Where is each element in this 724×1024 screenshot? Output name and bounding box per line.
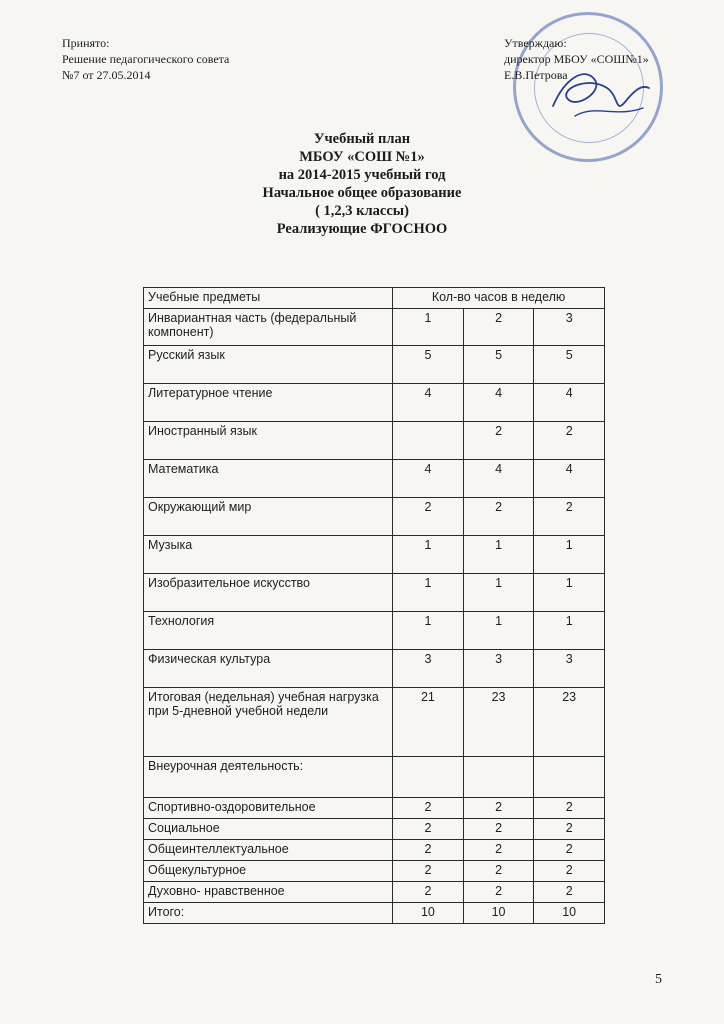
hours-grade-3-cell: 2: [534, 798, 605, 819]
title-line-1: Учебный план: [313, 131, 411, 147]
hours-grade-2-cell: 2: [463, 861, 534, 882]
hours-grade-3-cell: 3: [534, 309, 605, 346]
hours-grade-2-cell: 1: [463, 574, 534, 612]
title-line-4: Начальное общее образование: [262, 185, 462, 201]
hours-grade-2-cell: 3: [463, 650, 534, 688]
table-row: [144, 309, 605, 346]
subject-cell: Итого:: [144, 903, 393, 924]
accepted-council: Решение педагогического совета: [62, 52, 230, 66]
hours-grade-3-cell: 1: [534, 574, 605, 612]
hours-grade-2-cell: 1: [463, 612, 534, 650]
subject-cell: Литературное чтение: [144, 384, 393, 422]
hours-grade-3-cell: 4: [534, 384, 605, 422]
subject-cell: Спортивно-оздоровительное: [144, 798, 393, 819]
hours-grade-2-cell: 23: [463, 688, 534, 757]
table-row: [144, 612, 605, 650]
table-row: [144, 819, 605, 840]
table-row: [144, 574, 605, 612]
subject-cell: Окружающий мир: [144, 498, 393, 536]
approved-name: Е.В.Петрова: [504, 68, 568, 82]
subject-cell: Изобразительное искусство: [144, 574, 393, 612]
hours-grade-1-cell: 2: [393, 840, 464, 861]
approved-block: [504, 35, 649, 83]
hours-grade-1-cell: 1: [393, 309, 464, 346]
hours-grade-2-cell: 2: [463, 840, 534, 861]
hours-grade-2-cell: 2: [463, 309, 534, 346]
hours-grade-1-cell: 1: [393, 612, 464, 650]
table-row: [144, 498, 605, 536]
hours-grade-3-cell: 2: [534, 498, 605, 536]
hours-grade-2-cell: 4: [463, 384, 534, 422]
subject-cell: Духовно- нравственное: [144, 882, 393, 903]
hours-grade-2-cell: 2: [463, 498, 534, 536]
hours-grade-1-cell: 5: [393, 346, 464, 384]
hours-grade-2-cell: 2: [463, 422, 534, 460]
hours-grade-3-cell: 5: [534, 346, 605, 384]
table-row: [144, 840, 605, 861]
document-title: [0, 130, 724, 238]
subject-cell: Музыка: [144, 536, 393, 574]
accepted-protocol: №7 от 27.05.2014: [62, 68, 151, 82]
hours-grade-2-cell: 2: [463, 819, 534, 840]
subject-cell: Общеинтеллектуальное: [144, 840, 393, 861]
hours-grade-1-cell: 1: [393, 536, 464, 574]
hours-grade-3-cell: 1: [534, 536, 605, 574]
hours-grade-2-cell: 1: [463, 536, 534, 574]
hours-grade-3-cell: 2: [534, 819, 605, 840]
approved-label: Утверждаю:: [504, 36, 567, 50]
hours-grade-2-cell: 4: [463, 460, 534, 498]
subject-cell: Технология: [144, 612, 393, 650]
hours-grade-1-cell: 21: [393, 688, 464, 757]
hours-grade-1-cell: 1: [393, 574, 464, 612]
hours-grade-1-cell: 2: [393, 819, 464, 840]
hours-grade-1-cell: 2: [393, 882, 464, 903]
hours-grade-1-cell: 2: [393, 861, 464, 882]
hours-grade-1-cell: 2: [393, 798, 464, 819]
hours-grade-3-cell: 2: [534, 882, 605, 903]
title-line-3: на 2014-2015 учебный год: [278, 167, 446, 183]
hours-grade-2-cell: [463, 757, 534, 798]
hours-grade-1-cell: 2: [393, 498, 464, 536]
table-row: [144, 882, 605, 903]
title-line-5: ( 1,2,3 классы): [315, 203, 409, 219]
subject-cell: Итоговая (недельная) учебная нагрузка при 5-дневной учебной недели: [144, 688, 393, 757]
title-line-6: Реализующие ФГОСНОО: [276, 221, 448, 237]
hours-grade-1-cell: [393, 422, 464, 460]
hours-grade-3-cell: [534, 757, 605, 798]
curriculum-table: [143, 287, 605, 924]
subject-cell: Математика: [144, 460, 393, 498]
subject-cell: Инвариантная часть (федеральный компонент): [144, 309, 393, 346]
table-row: [144, 536, 605, 574]
hours-grade-2-cell: 10: [463, 903, 534, 924]
subject-cell: Социальное: [144, 819, 393, 840]
subject-cell: Физическая культура: [144, 650, 393, 688]
hours-grade-2-cell: 2: [463, 882, 534, 903]
hours-grade-2-cell: 2: [463, 798, 534, 819]
hours-grade-1-cell: [393, 757, 464, 798]
table-row: [144, 650, 605, 688]
page-number: 5: [655, 972, 662, 987]
subject-cell: Внеурочная деятельность:: [144, 757, 393, 798]
table-row: [144, 346, 605, 384]
hours-grade-2-cell: 5: [463, 346, 534, 384]
subject-cell: Иностранный язык: [144, 422, 393, 460]
subject-cell: Русский язык: [144, 346, 393, 384]
hours-grade-1-cell: 4: [393, 460, 464, 498]
header-hours: Кол-во часов в неделю: [393, 288, 605, 309]
header-subjects: Учебные предметы: [144, 288, 393, 309]
table-row: [144, 384, 605, 422]
hours-grade-3-cell: 23: [534, 688, 605, 757]
accepted-block: [62, 35, 229, 83]
approved-director: директор МБОУ «СОШ№1»: [504, 52, 649, 66]
hours-grade-3-cell: 4: [534, 460, 605, 498]
hours-grade-3-cell: 10: [534, 903, 605, 924]
subject-cell: Общекультурное: [144, 861, 393, 882]
table-row: [144, 422, 605, 460]
hours-grade-1-cell: 3: [393, 650, 464, 688]
table-row: [144, 460, 605, 498]
table-row: [144, 861, 605, 882]
table-header-row: [144, 288, 605, 309]
table-row: [144, 903, 605, 924]
hours-grade-3-cell: 2: [534, 840, 605, 861]
title-line-2: МБОУ «СОШ №1»: [299, 149, 425, 165]
hours-grade-3-cell: 2: [534, 861, 605, 882]
accepted-label: Принято:: [62, 36, 110, 50]
hours-grade-3-cell: 1: [534, 612, 605, 650]
table-row: [144, 798, 605, 819]
hours-grade-3-cell: 3: [534, 650, 605, 688]
hours-grade-1-cell: 4: [393, 384, 464, 422]
table-row: [144, 757, 605, 798]
hours-grade-3-cell: 2: [534, 422, 605, 460]
table-row: [144, 688, 605, 757]
hours-grade-1-cell: 10: [393, 903, 464, 924]
